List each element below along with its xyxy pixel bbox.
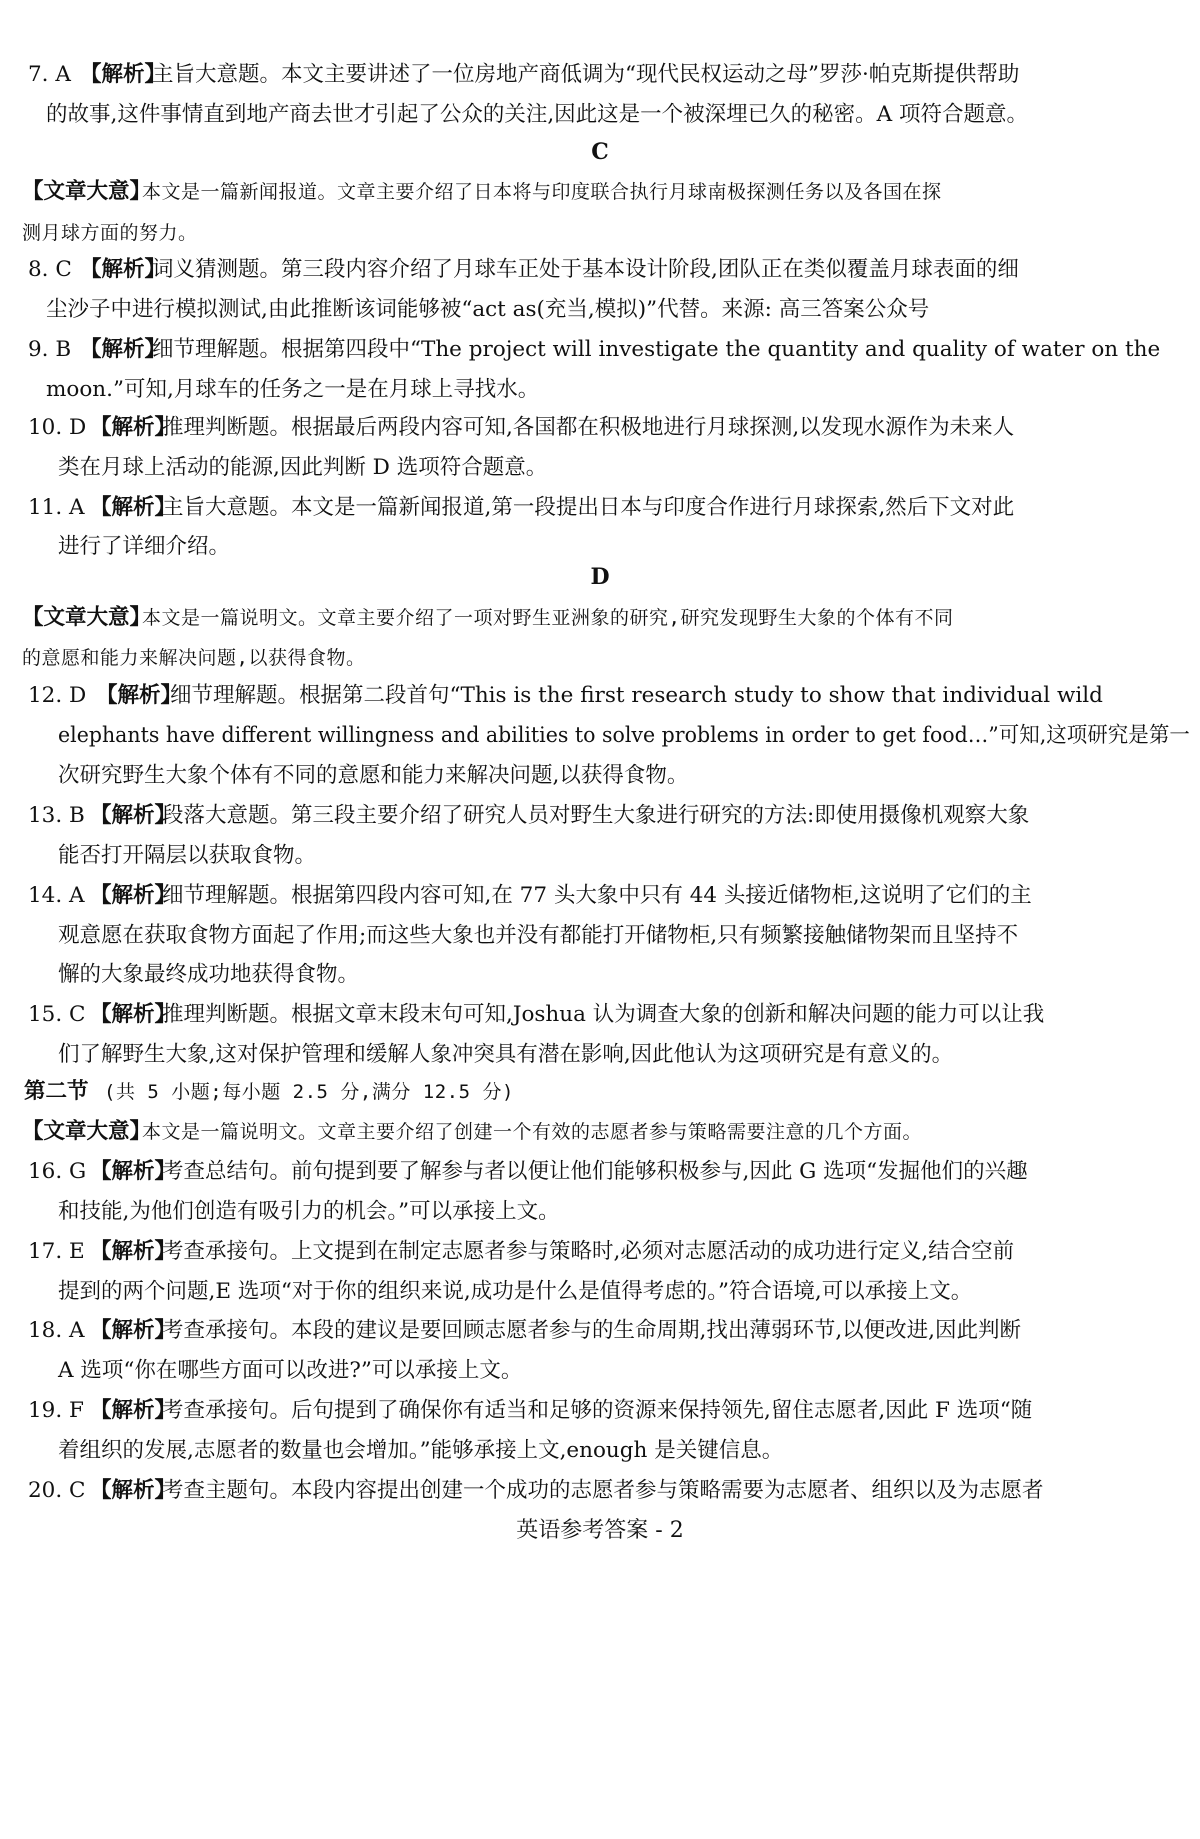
item-11-line-1	[0, 488, 1200, 528]
item-text: 们了解野生大象,这对保护管理和缓解人象冲突具有潜在影响,因此他认为这项研究是有意义的。	[58, 1042, 954, 1067]
summary-tag: 【文章大意】	[22, 1119, 152, 1144]
item-12-line-3	[0, 756, 1200, 796]
analysis-tag: 【解析】	[80, 257, 167, 282]
analysis-tag: 【解析】	[90, 803, 177, 828]
analysis-tag: 【解析】	[90, 1398, 177, 1423]
item-text: 提到的两个问题,E 选项“对于你的组织来说,成功是什么是值得考虑的。”符合语境,可以承接上文。	[58, 1279, 973, 1304]
item-text: 细节理解题。根据第四段中“The project will investigate the quantity and quality of water on the	[152, 337, 1161, 362]
item-18-line-2	[0, 1351, 1200, 1391]
item-text: 细节理解题。根据第四段内容可知,在 77 头大象中只有 44 头接近储物柜,这说明了它们的主	[162, 883, 1032, 908]
analysis-tag: 【解析】	[90, 495, 177, 520]
item-9-line-2	[0, 370, 1200, 410]
item-14-line-2	[0, 916, 1200, 956]
item-text: 着组织的发展,志愿者的数量也会增加。”能够承接上文,enough 是关键信息。	[58, 1438, 784, 1463]
item-19-line-2	[0, 1431, 1200, 1471]
analysis-tag: 【解析】	[90, 1318, 177, 1343]
summary-tag: 【文章大意】	[22, 605, 152, 630]
item-number: 10. D	[28, 415, 87, 440]
item-text: 段落大意题。第三段主要介绍了研究人员对野生大象进行研究的方法:即使用摄像机观察大象	[162, 803, 1030, 828]
item-number: 19. F	[28, 1398, 84, 1423]
item-text: 考查主题句。本段内容提出创建一个成功的志愿者参与策略需要为志愿者、组织以及为志愿者	[162, 1478, 1044, 1503]
item-text: 考查总结句。前句提到要了解参与者以便让他们能够积极参与,因此 G 选项“发掘他们的兴趣	[162, 1159, 1028, 1184]
item-text: elephants have different willingness and abilities to solve problems in order to get food…”可知,这项研究是第一	[58, 723, 1190, 748]
item-text: 尘沙子中进行模拟测试,由此推断该词能够被“act as(充当,模拟)”代替。来源: 高三答案公众号	[46, 297, 930, 322]
summary-text: 本文是一篇说明文。文章主要介绍了创建一个有效的志愿者参与策略需要注意的几个方面。	[142, 1121, 923, 1143]
item-7-line-2	[0, 95, 1200, 135]
item-text: 推理判断题。根据文章末段末句可知,Joshua 认为调查大象的创新和解决问题的能力可以让我	[162, 1002, 1045, 1027]
item-text: 进行了详细介绍。	[58, 534, 231, 559]
item-text: 和技能,为他们创造有吸引力的机会。”可以承接上文。	[58, 1199, 560, 1224]
section-c-summary-line-1	[0, 172, 1200, 212]
item-number: 11. A	[28, 495, 85, 520]
item-18-line-1	[0, 1311, 1200, 1351]
analysis-tag: 【解析】	[90, 1159, 177, 1184]
item-10-line-2	[0, 448, 1200, 488]
item-text: 细节理解题。根据第二段首句“This is the first research study to show that individual wild	[170, 683, 1103, 708]
analysis-tag: 【解析】	[96, 683, 183, 708]
section-d-summary-line-2	[0, 638, 1200, 678]
section-heading-d: D	[590, 564, 610, 590]
item-14-line-3	[0, 955, 1200, 995]
item-10-line-1	[0, 408, 1200, 448]
part-2-summary-line-1	[0, 1112, 1200, 1152]
part-title: 第二节	[24, 1079, 89, 1104]
item-17-line-2	[0, 1272, 1200, 1312]
item-9-line-1	[0, 330, 1200, 370]
item-8-line-1	[0, 250, 1200, 290]
item-number: 9. B	[28, 337, 72, 362]
item-number: 18. A	[28, 1318, 85, 1343]
item-text: 考查承接句。本段的建议是要回顾志愿者参与的生命周期,找出薄弱环节,以便改进,因此判断	[162, 1318, 1022, 1343]
analysis-tag: 【解析】	[90, 1478, 177, 1503]
item-16-line-1	[0, 1152, 1200, 1192]
item-text: 的故事,这件事情直到地产商去世才引起了公众的关注,因此这是一个被深埋已久的秘密。A 项符合题意。	[46, 102, 1029, 127]
item-number: 14. A	[28, 883, 85, 908]
item-number: 12. D	[28, 683, 87, 708]
item-text: 考查承接句。上文提到在制定志愿者参与策略时,必须对志愿活动的成功进行定义,结合空前	[162, 1239, 1015, 1264]
item-text: 能否打开隔层以获取食物。	[58, 843, 317, 868]
analysis-tag: 【解析】	[90, 1002, 177, 1027]
analysis-tag: 【解析】	[90, 415, 177, 440]
item-text: 观意愿在获取食物方面起了作用;而这些大象也并没有都能打开储物柜,只有频繁接触储物架而且坚持不	[58, 923, 1019, 948]
item-text: 懈的大象最终成功地获得食物。	[58, 962, 360, 987]
item-number: 17. E	[28, 1239, 85, 1264]
item-19-line-1	[0, 1391, 1200, 1431]
section-c-summary-line-2	[0, 213, 1200, 253]
item-20-line-1	[0, 1471, 1200, 1511]
part-note: (共 5 小题;每小题 2.5 分,满分 12.5 分)	[104, 1081, 514, 1103]
item-7-line-1	[0, 55, 1200, 95]
summary-text: 测月球方面的努力。	[22, 222, 198, 244]
item-17-line-1	[0, 1232, 1200, 1272]
item-text: 考查承接句。后句提到了确保你有适当和足够的资源来保持领先,留住志愿者,因此 F 选项“随	[162, 1398, 1033, 1423]
item-13-line-2	[0, 836, 1200, 876]
analysis-tag: 【解析】	[90, 1239, 177, 1264]
item-8-line-2	[0, 290, 1200, 330]
item-number: 20. C	[28, 1478, 86, 1503]
item-number: 16. G	[28, 1159, 87, 1184]
item-number: 8. C	[28, 257, 72, 282]
summary-tag: 【文章大意】	[22, 179, 152, 204]
item-number: 7. A	[28, 62, 71, 87]
item-14-line-1	[0, 876, 1200, 916]
item-13-line-1	[0, 796, 1200, 836]
item-15-line-1	[0, 995, 1200, 1035]
item-12-line-2	[0, 716, 1200, 756]
item-text: 主旨大意题。本文是一篇新闻报道,第一段提出日本与印度合作进行月球探索,然后下文对此	[162, 495, 1015, 520]
part-2-header	[0, 1072, 1200, 1112]
analysis-tag: 【解析】	[80, 337, 167, 362]
item-text: 词义猜测题。第三段内容介绍了月球车正处于基本设计阶段,团队正在类似覆盖月球表面的细	[152, 257, 1019, 282]
item-text: moon.”可知,月球车的任务之一是在月球上寻找水。	[46, 377, 540, 402]
item-15-line-2	[0, 1035, 1200, 1075]
item-text: 推理判断题。根据最后两段内容可知,各国都在积极地进行月球探测,以发现水源作为未来人	[162, 415, 1015, 440]
item-text: 主旨大意题。本文主要讲述了一位房地产商低调为“现代民权运动之母”罗莎·帕克斯提供帮助	[152, 62, 1020, 87]
item-text: 次研究野生大象个体有不同的意愿和能力来解决问题,以获得食物。	[58, 763, 689, 788]
item-text: A 选项“你在哪些方面可以改进?”可以承接上文。	[58, 1358, 523, 1383]
item-16-line-2	[0, 1192, 1200, 1232]
item-12-line-1	[0, 676, 1200, 716]
item-text: 类在月球上活动的能源,因此判断 D 选项符合题意。	[58, 455, 548, 480]
analysis-tag: 【解析】	[90, 883, 177, 908]
item-number: 15. C	[28, 1002, 86, 1027]
summary-text: 的意愿和能力来解决问题,以获得食物。	[22, 647, 366, 669]
section-d-summary-line-1	[0, 598, 1200, 638]
analysis-tag: 【解析】	[80, 62, 167, 87]
page-footer: 英语参考答案 - 2	[516, 1518, 684, 1543]
section-heading-c: C	[591, 139, 609, 165]
summary-text: 本文是一篇新闻报道。文章主要介绍了日本将与印度联合执行月球南极探测任务以及各国在探	[142, 181, 942, 203]
summary-text: 本文是一篇说明文。文章主要介绍了一项对野生亚洲象的研究,研究发现野生大象的个体有不同	[142, 607, 954, 629]
item-number: 13. B	[28, 803, 85, 828]
